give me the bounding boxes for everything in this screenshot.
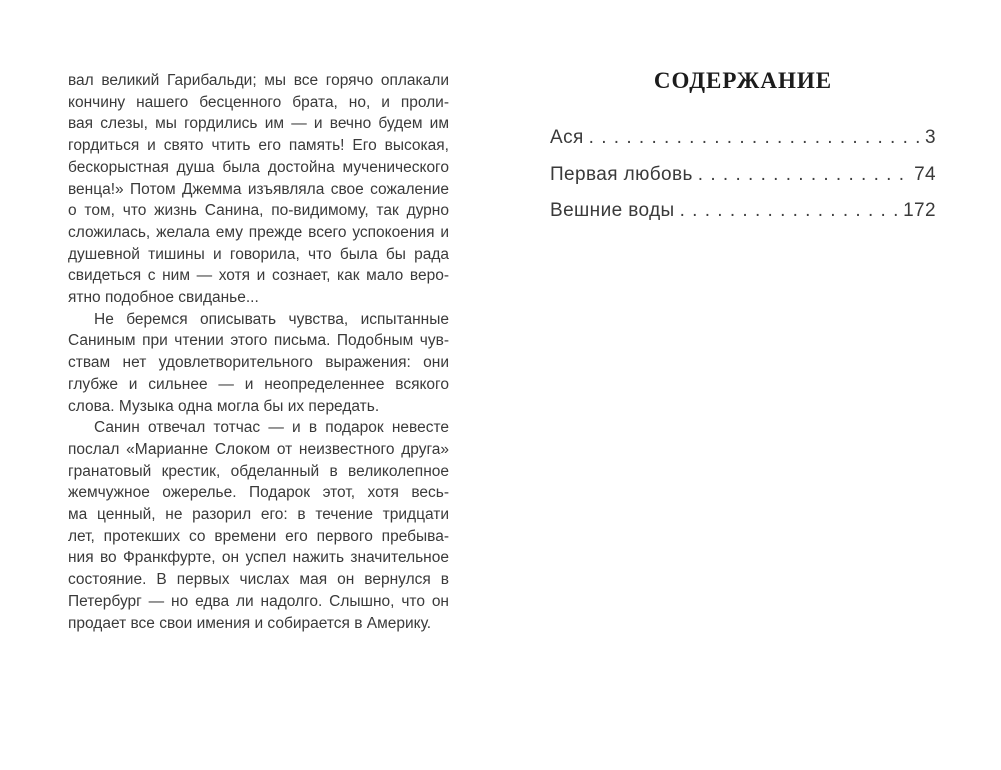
toc-title: СОДЕРЖАНИЕ (653, 68, 833, 93)
toc-entry-label[interactable]: Ася (550, 127, 584, 148)
body-text-line: бескорыстная душа была достойна мученического (68, 158, 449, 176)
body-text-line: душевной тишины и говорила, что была бы рада (68, 245, 449, 263)
toc-entry[interactable] (550, 127, 936, 149)
body-text-line: сложилась, желала ему прежде всего успокоения и (68, 223, 449, 241)
toc-entry[interactable] (550, 200, 936, 222)
body-text-line: ятно подобное свиданье... (68, 289, 259, 307)
body-text-line: глубже и сильнее — и неопределеннее всякого (68, 375, 449, 393)
body-text-line: кончину нашего бесценного брата, но, и проли- (68, 93, 449, 111)
body-text-line: ния во Франкфурте, он успел нажить значительное (68, 549, 449, 567)
body-text-line: лет, протекших со времени его первого пребыва- (68, 527, 449, 545)
body-text-line: жемчужное ожерелье. Подарок этот, хотя весь- (68, 484, 449, 502)
body-text-line: Не беремся описывать чувства, испытанные (94, 310, 449, 328)
toc-leader-dots (589, 127, 922, 149)
toc-entry[interactable] (550, 164, 936, 186)
body-text-line: ма ценный, не разорил его: в течение тридцати (68, 506, 449, 524)
toc-entry-label[interactable]: Вешние воды (550, 200, 675, 221)
toc-leader-dots (698, 164, 911, 186)
body-text-line: гордиться и свято чтить его память! Его высокая, (68, 137, 449, 155)
body-text-line: послал «Марианне Слоком от неизвестного друга» (68, 440, 449, 458)
right-page (550, 68, 936, 237)
body-text-line: вал великий Гарибальди; мы все горячо оплакали (68, 72, 449, 89)
body-text-line: продает все свои имения и собирается в Америку. (68, 614, 432, 632)
toc-entry-page: 172 (903, 200, 936, 221)
toc-entry-page: 3 (925, 127, 936, 148)
body-text-line: слова. Музыка одна могла бы их передать. (68, 397, 380, 415)
body-text-line: состояние. В первых числах мая он вернулся в (68, 571, 449, 589)
body-text-line: свидеться с ним — хотя и сознает, как мало веро- (68, 267, 449, 285)
toc-entry-page: 74 (914, 163, 936, 185)
body-text-line: вая слезы, мы гордились им — и вечно будем им (68, 115, 449, 133)
body-text (68, 70, 449, 634)
body-text-line: гранатовый крестик, обделанный в великолепное (68, 462, 449, 480)
body-text-line: Петербург — но едва ли надолго. Слышно, что он (68, 592, 449, 610)
body-text-line: Саниным при чтении этого письма. Подобным чув- (68, 332, 449, 350)
body-text-line: Санин отвечал тотчас — и в подарок невесте (94, 419, 449, 437)
body-text-line: венца!» Потом Джемма изъявляла свое сожаление (68, 180, 449, 198)
left-page (68, 70, 449, 634)
body-text-line: о том, что жизнь Санина, по-видимому, так дурно (68, 202, 449, 220)
toc-leader-dots (680, 200, 900, 222)
toc-list (550, 127, 936, 222)
toc-entry-label[interactable]: Первая любовь (550, 163, 693, 185)
body-text-line: ствам нет удовлетворительного выражения: они (68, 354, 449, 372)
